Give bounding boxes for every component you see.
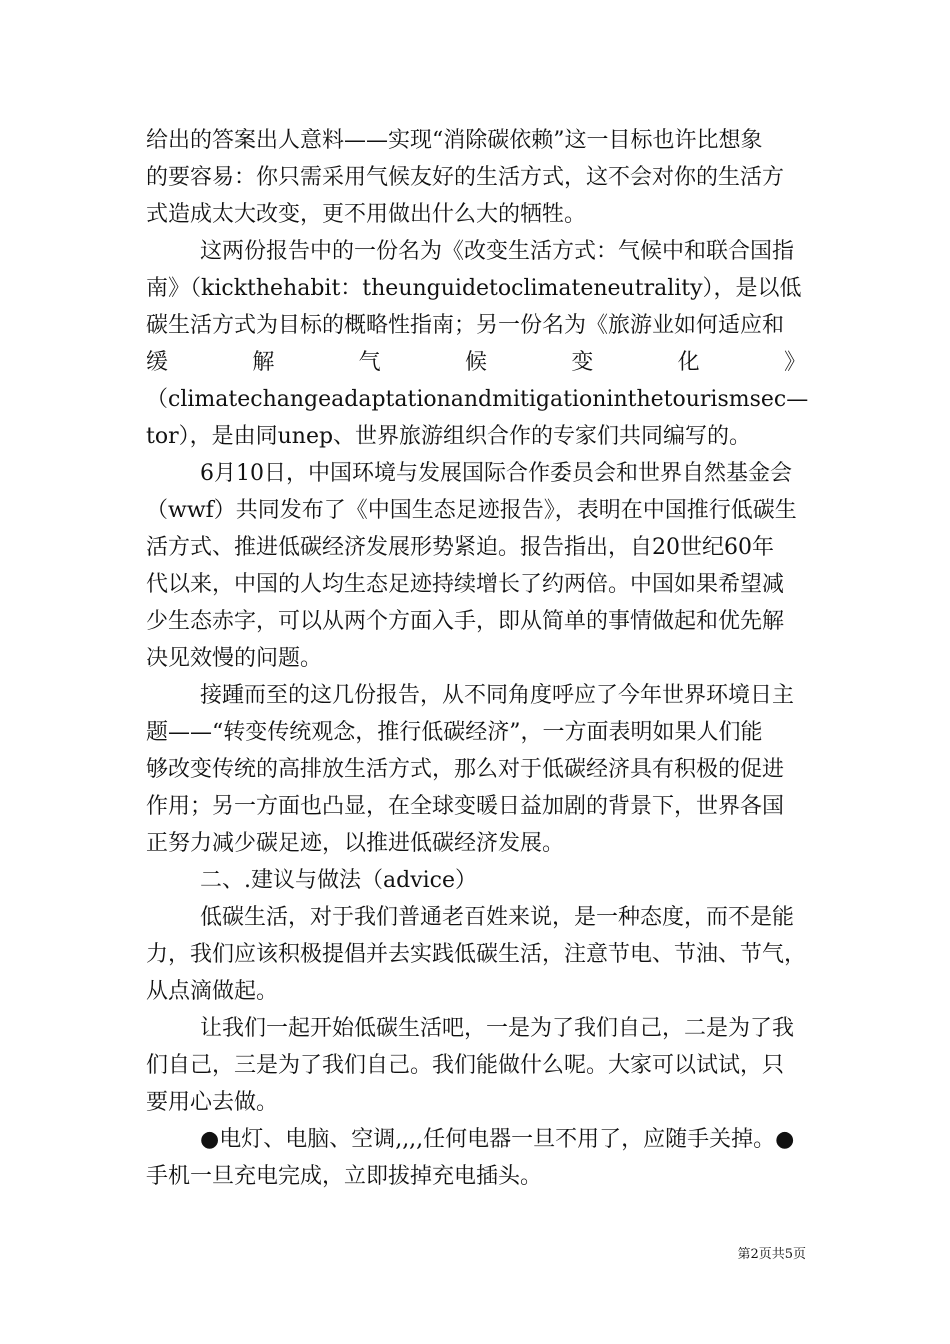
spread-char: 缓 (146, 350, 169, 375)
spread-char: 变 (571, 350, 594, 375)
body-line: 接踵而至的这几份报告，从不同角度呼应了今年世界环境日主 (200, 683, 795, 708)
body-line: 从点滴做起。 (146, 979, 279, 1004)
body-line: 6月10日，中国环境与发展国际合作委员会和世界自然基金会 (200, 461, 792, 486)
body-line: 的要容易：你只需采用气候友好的生活方式，这不会对你的生活方 (146, 165, 785, 190)
body-line: 南》（kickthehabit：theunguidetoclimateneutrality），是以低 (146, 276, 802, 301)
spread-char: 气 (358, 350, 381, 375)
body-line: 们自己，三是为了我们自己。我们能做什么呢。大家可以试试，只 (146, 1053, 785, 1078)
body-line-spread (146, 344, 806, 381)
body-line: 题——“转变传统观念，推行低碳经济”，一方面表明如果人们能 (146, 720, 763, 745)
spread-char: 候 (464, 350, 487, 375)
body-line: 碳生活方式为目标的概略性指南；另一份名为《旅游业如何适应和 (146, 313, 785, 338)
body-line: 够改变传统的高排放生活方式，那么对于低碳经济具有积极的促进 (146, 757, 785, 782)
body-line: （wwf）共同发布了《中国生态足迹报告》，表明在中国推行低碳生 (146, 498, 797, 523)
spread-char: 》 (783, 350, 806, 375)
body-line: 这两份报告中的一份名为《改变生活方式：气候中和联合国指 (200, 239, 795, 264)
body-line: 要用心去做。 (146, 1090, 279, 1115)
body-line: 正努力减少碳足迹，以推进低碳经济发展。 (146, 831, 565, 856)
body-line: 式造成太大改变，更不用做出什么大的牺牲。 (146, 202, 587, 227)
spread-char: 解 (252, 350, 275, 375)
body-line: 少生态赤字，可以从两个方面入手，即从简单的事情做起和优先解 (146, 609, 785, 634)
body-line: tor），是由同unep、世界旅游组织合作的专家们共同编写的。 (146, 424, 752, 449)
body-line: 活方式、推进低碳经济发展形势紧迫。报告指出，自20世纪60年 (146, 535, 774, 560)
body-line: 决见效慢的问题。 (146, 646, 323, 671)
body-line: 代以来，中国的人均生态足迹持续增长了约两倍。中国如果希望减 (146, 572, 785, 597)
body-line: 让我们一起开始低碳生活吧，一是为了我们自己，二是为了我 (200, 1016, 795, 1041)
body-line: 力，我们应该积极提倡并去实践低碳生活，注意节电、节油、节气， (146, 942, 807, 967)
spread-token: （ (146, 387, 169, 412)
body-line: 给出的答案出人意料——实现“消除碳依赖”这一目标也许比想象 (146, 128, 763, 153)
bullet-line: ●电灯、电脑、空调,,,,任何电器一旦不用了，应随手关掉。● (200, 1127, 795, 1152)
section-heading: 二、.建议与做法（advice） (200, 868, 477, 893)
spread-token: climatechangeadaptationandmitigationinthetourismsec (168, 387, 787, 412)
spread-char: 化 (677, 350, 700, 375)
body-line-spread (146, 381, 809, 418)
spread-token: — (786, 387, 809, 412)
body-line: 手机一旦充电完成，立即拔掉充电插头。 (146, 1164, 543, 1189)
body-line: 低碳生活，对于我们普通老百姓来说，是一种态度，而不是能 (200, 905, 795, 930)
body-line: 作用；另一方面也凸显，在全球变暖日益加剧的背景下，世界各国 (146, 794, 785, 819)
page-number-footer: 第2页共5页 (737, 1247, 806, 1262)
